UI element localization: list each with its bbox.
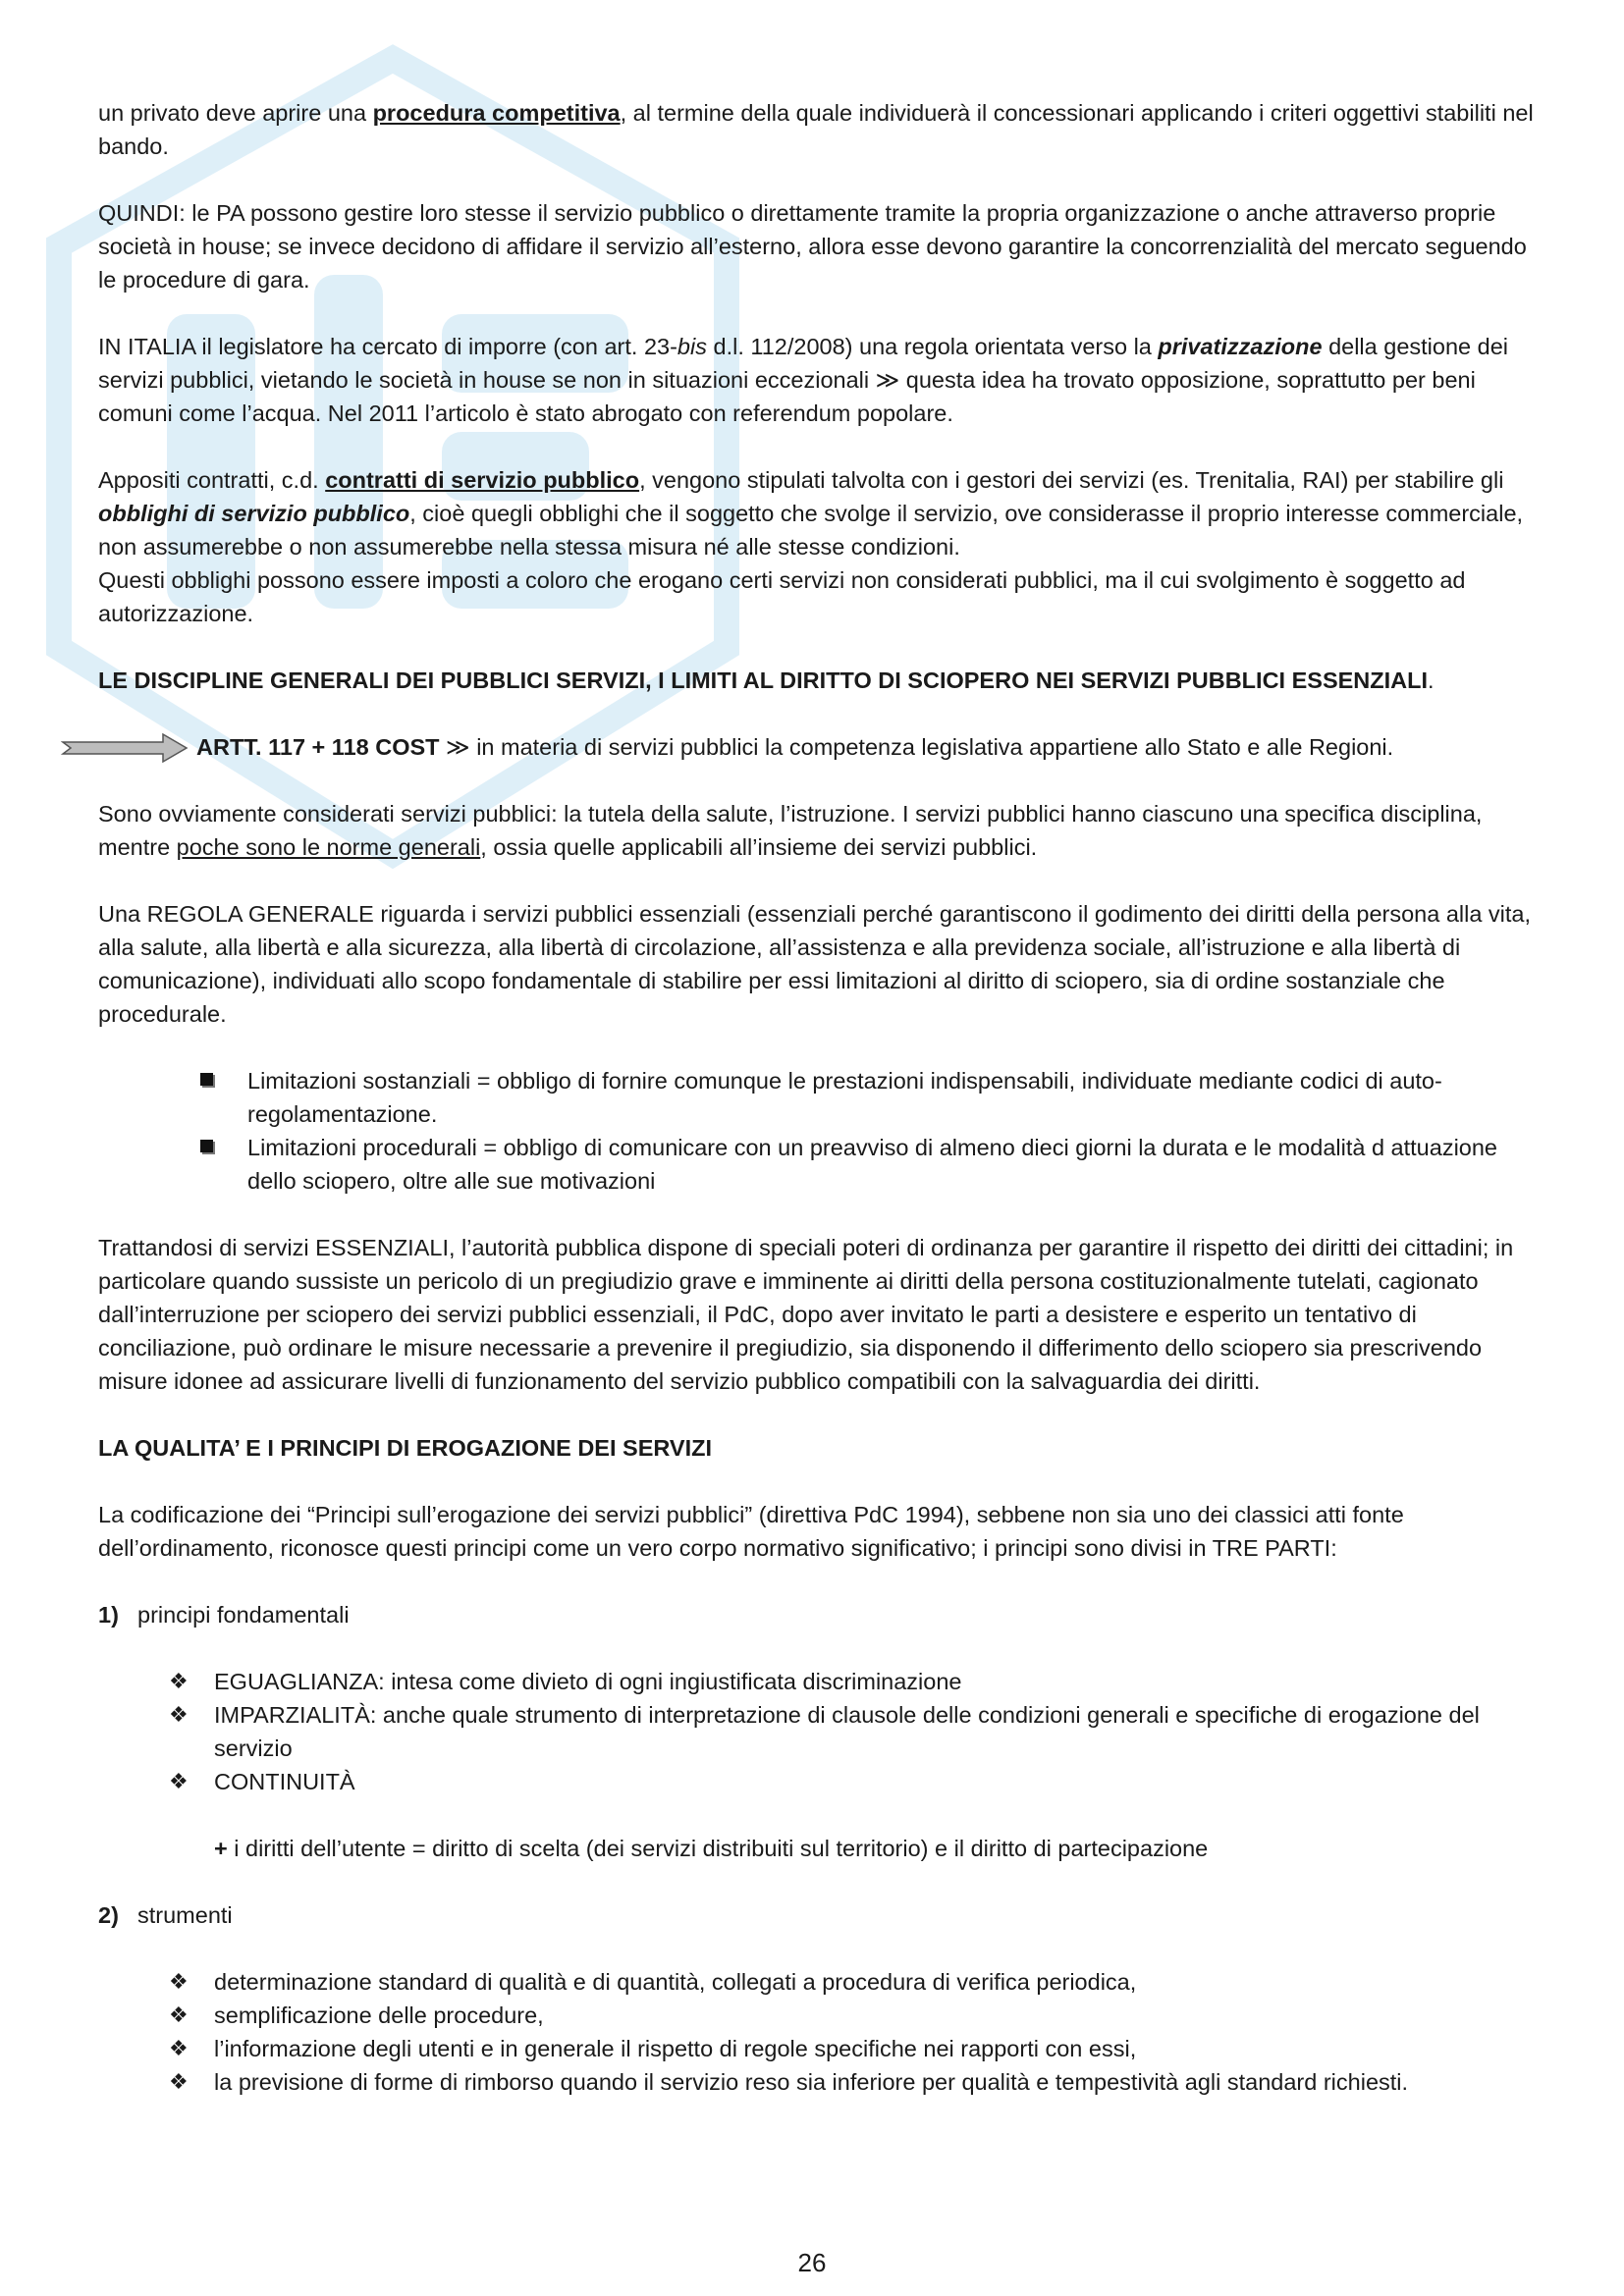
- square-bullet-icon: [200, 1073, 213, 1086]
- procedura-competitiva-term: procedura competitiva: [372, 100, 621, 126]
- paragraph-obblighi: Questi obblighi possono essere imposti a coloro che erogano certi servizi non considerati pubblici, ma il cui svolgimento è soggetto ad autorizzazione.: [98, 567, 1466, 626]
- paragraph-quindi: QUINDI: le PA possono gestire loro stesse il servizio pubblico o direttamente tramite la propria organizzazione o anche attraverso proprie società in house; se invece decidono di affidare il servizio all’esterno, allora esse devono garantire la concorrenzialità del mercato seguendo le procedure di gara.: [98, 200, 1527, 293]
- diamond-bullet-icon: ❖: [169, 2002, 189, 2027]
- paragraph-procedura: un privato deve aprire una procedura competitiva, al termine della quale individuerà il concessionari applicando i criteri oggettivi stabiliti nel bando.: [98, 100, 1534, 159]
- paragraph-essenziali: Trattandosi di servizi ESSENZIALI, l’autorità pubblica dispone di speciali poteri di ordinanza per garantire il rispetto dei diritti dei cittadini; in particolare quando sussiste un pericolo di un pregiudizio grave e imminente ai diritti della persona costituzionalmente tutelati, cagionato dall’interruzione per sciopero dei servizi pubblici essenziali, il PdC, dopo aver invitato le parti a desistere e esperito un tentativo di conciliazione, può ordinare le misure necessarie a prevenire il pregiudizio, sia disponendo il differimento dello sciopero sia prescrivendo misure idonee ad assicurare livelli di funzionamento del servizio pubblico compatibili con la salvaguardia dei diritti.: [98, 1235, 1514, 1394]
- list-item: ❖ EGUAGLIANZA: intesa come divieto di ogni ingiustificata discriminazione: [98, 1665, 1538, 1698]
- part-1-title: 1) principi fondamentali: [98, 1602, 350, 1628]
- arrow-icon: [61, 732, 189, 764]
- list-item: Limitazioni sostanziali = obbligo di fornire comunque le prestazioni indispensabili, individuate mediante codici di auto- regolamentazione.: [98, 1064, 1538, 1131]
- paragraph-regola-generale: Una REGOLA GENERALE riguarda i servizi pubblici essenziali (essenziali perché garantiscono il godimento dei diritti della persona alla vita, alla salute, alla libertà e alla sicurezza, alla libertà di circolazione, all’assistenza e alla previdenza sociale, all’istruzione e alla libertà di comunicazione), individuati allo scopo fondamentale di stabilire per essi limitazioni al diritto di sciopero, sia di ordine sostanziale che procedurale.: [98, 901, 1532, 1027]
- diamond-bullet-icon: ❖: [169, 2036, 189, 2060]
- part-2-title: 2) strumenti: [98, 1902, 233, 1928]
- list-item: ❖ determinazione standard di qualità e di quantità, collegati a procedura di verifica periodica,: [98, 1965, 1538, 1999]
- list-item: ❖ la previsione di forme di rimborso quando il servizio reso sia inferiore per qualità e tempestività agli standard richiesti.: [98, 2065, 1538, 2099]
- limits-list: [98, 1064, 1538, 1198]
- diamond-bullet-icon: ❖: [169, 1669, 189, 1693]
- page-number: 26: [797, 2248, 827, 2277]
- list-item: Limitazioni procedurali = obbligo di comunicare con un preavviso di almeno dieci giorni la durata e le modalità d attuazione dello sciopero, oltre alle sue motivazioni: [98, 1131, 1538, 1198]
- section-heading-discipline: LE DISCIPLINE GENERALI DEI PUBBLICI SERVIZI, I LIMITI AL DIRITTO DI SCIOPERO NEI SERVIZI PUBBLICI ESSENZIALI.: [98, 667, 1435, 693]
- diritti-utente-note: + i diritti dell’utente = diritto di scelta (dei servizi distribuiti sul territorio) e il diritto di partecipazione: [214, 1836, 1209, 1861]
- list-item: ❖ semplificazione delle procedure,: [98, 1999, 1538, 2032]
- tools-list: [98, 1965, 1538, 2099]
- section-heading-qualita: LA QUALITA’ E I PRINCIPI DI EROGAZIONE DEI SERVIZI: [98, 1435, 712, 1461]
- list-item: ❖ l’informazione degli utenti e in generale il rispetto di regole specifiche nei rapporti con essi,: [98, 2032, 1538, 2065]
- paragraph-italia: IN ITALIA il legislatore ha cercato di imporre (con art. 23-bis d.l. 112/2008) una regola orientata verso la privatizzazione della gestione dei servizi pubblici, vietando le società in house se non in situazioni eccezionali ≫ questa idea ha trovato opposizione, soprattutto per beni comuni come l’acqua. Nel 2011 l’articolo è stato abrogato con referendum popolare.: [98, 334, 1508, 426]
- paragraph-contratti: Appositi contratti, c.d. contratti di servizio pubblico, vengono stipulati talvolta con i gestori dei servizi (es. Trenitalia, RAI) per stabilire gli obblighi di servizio pubblico, cioè quegli obblighi che il soggetto che svolge il servizio, ove considerasse il proprio interesse commerciale, non assumerebbe o non assumerebbe nella stessa misura né alle stesse condizioni.: [98, 467, 1524, 560]
- list-item: ❖ CONTINUITÀ: [98, 1765, 1538, 1798]
- diamond-bullet-icon: ❖: [169, 1969, 189, 1994]
- diamond-bullet-icon: ❖: [169, 1702, 189, 1727]
- diamond-bullet-icon: ❖: [169, 2069, 189, 2094]
- document-page: [98, 96, 1538, 2132]
- paragraph-codificazione: La codificazione dei “Principi sull’erogazione dei servizi pubblici” (direttiva PdC 1994), sebbene non sia uno dei classici atti fonte dell’ordinamento, riconosce questi principi come un vero corpo normativo significativo; i principi sono divisi in TRE PARTI:: [98, 1502, 1404, 1561]
- paragraph-servizi-pubblici: Sono ovviamente considerati servizi pubblici: la tutela della salute, l’istruzione. I servizi pubblici hanno ciascuno una specifica disciplina, mentre poche sono le norme generali, ossia quelle applicabili all’insieme dei servizi pubblici.: [98, 801, 1483, 860]
- square-bullet-icon: [200, 1140, 213, 1152]
- principles-list: [98, 1665, 1538, 1798]
- list-item: ❖ IMPARZIALITÀ: anche quale strumento di interpretazione di clausole delle condizioni generali e specifiche di erogazione del servizio: [98, 1698, 1538, 1765]
- artt-note: ARTT. 117 + 118 COST ≫ in materia di servizi pubblici la competenza legislativa appartiene allo Stato e alle Regioni.: [98, 730, 1538, 764]
- diamond-bullet-icon: ❖: [169, 1769, 189, 1793]
